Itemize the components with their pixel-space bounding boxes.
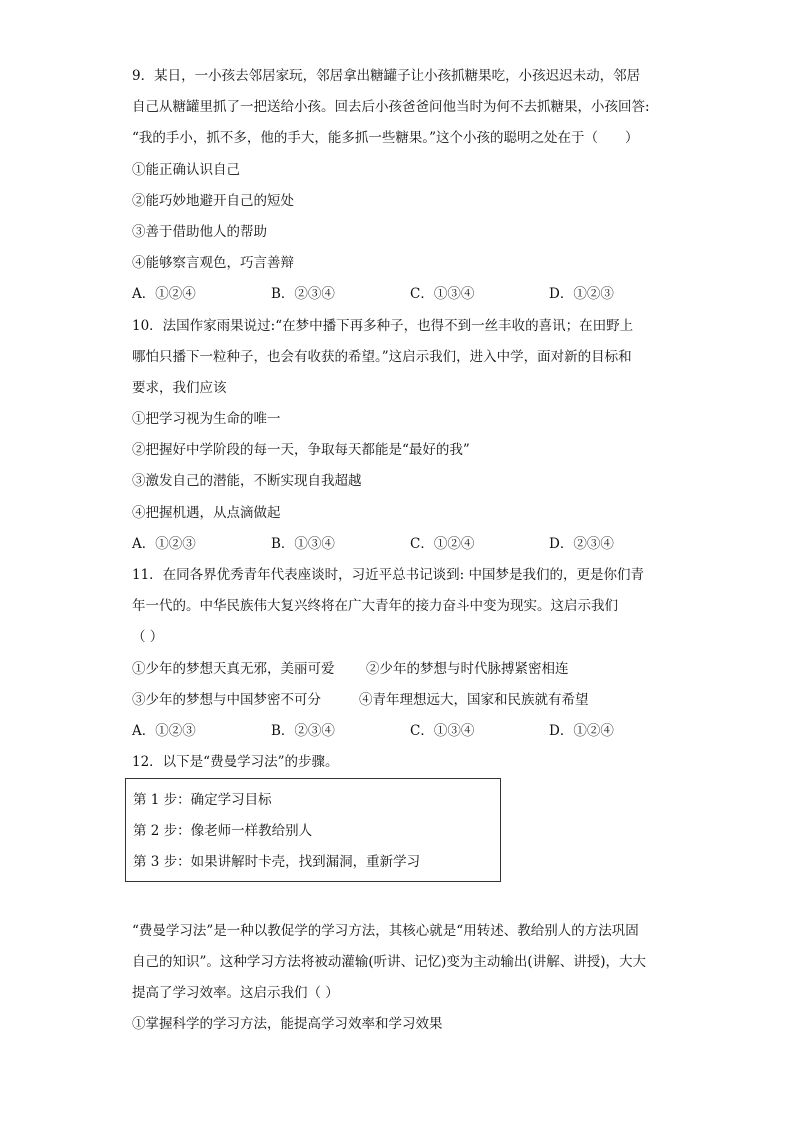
q11-option-a[interactable]: A．①②③	[132, 723, 196, 739]
q11-item-2: ②少年的梦想与时代脉搏紧密相连	[366, 661, 569, 677]
q9-option-b[interactable]: B．②③④	[271, 286, 335, 302]
q10-stem-line-3: 要求，我们应该	[132, 380, 227, 396]
q10-stem-line-2: 哪怕只播下一粒种子，也会有收获的希望。”这启示我们，进入中学，面对新的目标和	[132, 349, 632, 365]
q9-stem-line-1: 9．某日，一小孩去邻居家玩，邻居拿出糖罐子让小孩抓糖果吃，小孩迟迟未动，邻居	[132, 68, 641, 84]
q10-item-1: ①把学习视为生命的唯一	[132, 411, 281, 427]
q9-item-1: ①能正确认识自己	[132, 162, 240, 178]
q12-step-2: 第 2 步：像老师一样教给别人	[133, 823, 313, 839]
q11-item-1: ①少年的梦想天真无邪，美丽可爱	[132, 661, 335, 677]
q11-stem-line-2: 年一代的。中华民族伟大复兴终将在广大青年的接力奋斗中变为现实。这启示我们	[132, 598, 618, 614]
q12-intro: 12．以下是“费曼学习法”的步骤。	[132, 754, 339, 770]
q12-step-1: 第 1 步：确定学习目标	[133, 792, 272, 808]
q10-item-3: ③激发自己的潜能，不断实现自我超越	[132, 473, 362, 489]
q9-item-2: ②能巧妙地避开自己的短处	[132, 193, 294, 209]
q10-stem-line-1: 10．法国作家雨果说过:“在梦中播下再多种子，也得不到一丝丰收的喜讯；在田野上	[132, 318, 634, 334]
q9-option-d[interactable]: D．①②③	[549, 286, 614, 302]
q11-item-3: ③少年的梦想与中国梦密不可分	[132, 692, 321, 708]
q9-stem-line-2: 自己从糖罐里抓了一把送给小孩。回去后小孩爸爸问他当时为何不去抓糖果，小孩回答:	[132, 99, 650, 115]
q11-item-4: ④青年理想远大，国家和民族就有希望	[359, 692, 589, 708]
q9-option-c[interactable]: C．①③④	[410, 286, 475, 302]
q10-option-d[interactable]: D．②③④	[549, 536, 614, 552]
q12-stem-line-2: 自己的知识”。这种学习方法将被动灌输(听讲、记忆)变为主动输出(讲解、讲授)，大大	[132, 954, 646, 970]
q12-step-3: 第 3 步：如果讲解时卡壳，找到漏洞，重新学习	[133, 854, 421, 870]
q10-item-2: ②把握好中学阶段的每一天，争取每天都能是“最好的我”	[132, 442, 470, 458]
q9-item-4: ④能够察言观色，巧言善辩	[132, 255, 294, 271]
q9-item-3: ③善于借助他人的帮助	[132, 224, 267, 240]
q10-option-a[interactable]: A．①②③	[132, 536, 196, 552]
q11-stem-line-3: （ ）	[132, 629, 164, 645]
q11-stem-line-1: 11．在同各界优秀青年代表座谈时，习近平总书记谈到: 中国梦是我们的，更是你们青	[132, 567, 645, 583]
q10-option-b[interactable]: B．①③④	[271, 536, 335, 552]
q12-steps-box	[125, 778, 501, 882]
q12-stem-line-1: “费曼学习法”是一种以教促学的学习方法，其核心就是“用转述、教给别人的方法巩固	[132, 923, 639, 939]
q9-option-a[interactable]: A．①②④	[132, 286, 196, 302]
q10-option-c[interactable]: C．①②④	[410, 536, 475, 552]
q11-option-b[interactable]: B．②③④	[271, 723, 335, 739]
q11-option-c[interactable]: C．①③④	[410, 723, 475, 739]
q12-item-1: ①掌握科学的学习方法，能提高学习效率和学习效果	[132, 1016, 443, 1032]
q10-item-4: ④把握机遇，从点滴做起	[132, 505, 281, 521]
q11-option-d[interactable]: D．①②④	[549, 723, 614, 739]
q12-stem-line-3: 提高了学习效率。这启示我们（ ）	[132, 985, 339, 1001]
q9-stem-line-3: “我的手小，抓不多，他的手大，能多抓一些糖果。”这个小孩的聪明之处在于（ ）	[132, 130, 639, 146]
